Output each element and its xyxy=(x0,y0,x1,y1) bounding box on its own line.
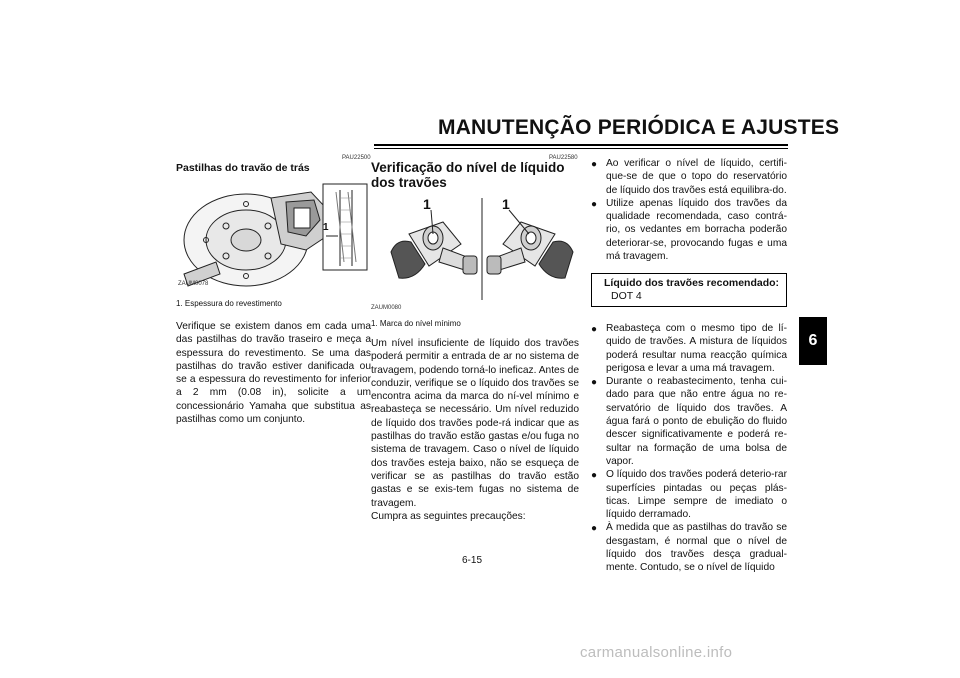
brake-fluid-level-figure xyxy=(385,194,579,304)
body-paragraph: Um nível insuficiente de líquido dos travões poderá permitir a entrada de ar no sistema de travagem, podendo torná-lo ineficaz. Antes de conduzir, verifique se o líquido dos travões se encontra acima da marca do ní-vel mínimo e reabasteça se necessário. Um nível reduzido de líquido dos travões pode-rá indicar que as pastilhas do travão estão gastas e/ou fuga no sistema de travagem. Caso o nível de líquido dos travões esteja baixo, não se esqueça de verificar se as pastilhas do travão estão gastas e se exis-tem fugas no sistema de travagem. xyxy=(371,338,579,509)
section-body xyxy=(176,320,371,426)
bullet-icon: ● xyxy=(591,324,598,335)
bullet-icon: ● xyxy=(591,377,598,389)
chapter-tab: 6 xyxy=(799,317,827,365)
figure-callout: 1 xyxy=(502,196,510,212)
bullet-icon: ● xyxy=(591,523,598,535)
handlebar-reservoir-illustration xyxy=(385,194,579,304)
figure-code: ZAUM0078 xyxy=(178,281,209,287)
brake-caliper-illustration xyxy=(176,178,369,291)
page-number: 6-15 xyxy=(462,555,483,566)
section-body xyxy=(371,337,579,523)
section-code: PAU22500 xyxy=(342,155,371,161)
page-title: MANUTENÇÃO PERIÓDICA E AJUSTES xyxy=(438,116,840,139)
header-rule xyxy=(374,144,788,146)
precautions-list-bottom xyxy=(591,322,787,575)
figure-callout: 1 xyxy=(323,222,329,233)
bullet-icon: ● xyxy=(591,470,598,482)
bullet-icon: ● xyxy=(591,198,598,210)
section-heading xyxy=(371,160,581,190)
body-paragraph: Cumpra as seguintes precauções: xyxy=(371,510,526,522)
rear-brake-pad-figure xyxy=(176,178,369,291)
figure-caption: 1. Espessura do revestimento xyxy=(176,299,282,308)
section-heading: Pastilhas do travão de trás xyxy=(176,162,310,174)
recommended-fluid-box xyxy=(591,273,787,307)
heading-line: Verificação do nível de líquido xyxy=(371,160,565,175)
body-paragraph: Verifique se existem danos em cada uma das pastilhas do travão traseiro e meça a espessura do revestimento. Se uma das pastilhas do travão estiver danificada ou se a espessura do revestimento for inferior a 2 mm (0.08 in), solicite a um concessionário Yamaha que substitua as pastilhas como um conjunto. xyxy=(176,321,371,426)
note-value: DOT 4 xyxy=(611,290,642,302)
list-item: ● O líquido dos travões poderá deterio-rar superfícies pintadas ou peças plás-ticas. Limpe sempre de imediato o líquido derramado. xyxy=(591,469,787,521)
figure-caption: 1. Marca do nível mínimo xyxy=(371,319,461,328)
list-item: ● Reabasteça com o mesmo tipo de lí-quido de travões. A mistura de líquidos poderá resultar numa reacção química perigosa e levar a uma má travagem. xyxy=(591,323,787,374)
precautions-list-top xyxy=(591,157,787,263)
list-item: ● Durante o reabastecimento, tenha cui-dado para que não entre água no re-servatório de líquido dos travões. A água fará o ponto de ebulição do fluido descer significativamente e poderá re-sultar na formação de uma bolsa de vapor. xyxy=(591,376,787,467)
list-item: ● Ao verificar o nível de líquido, certifi-que-se de que o topo do reservatório de líquido dos travões está equilibra-do. xyxy=(591,158,787,196)
heading-line: dos travões xyxy=(371,175,447,190)
header-rule-thin xyxy=(374,148,788,149)
list-item: ● À medida que as pastilhas do travão se desgastam, é normal que o nível de líquido dos travões desça gradual-mente. Contudo, se o nível de líquido xyxy=(591,522,787,574)
watermark: carmanualsonline.info xyxy=(580,644,733,661)
note-title: Líquido dos travões recomendado: xyxy=(604,277,780,289)
section-code: PAU22580 xyxy=(549,155,578,161)
figure-code: ZAUM0080 xyxy=(371,305,402,311)
bullet-icon: ● xyxy=(591,159,598,170)
list-item: ● Utilize apenas líquido dos travões da qualidade recomendada, caso contrá-rio, os vedantes em borracha poderão deteriorar-se, provocando fugas e uma má travagem. xyxy=(591,197,787,263)
figure-callout: 1 xyxy=(423,196,431,212)
